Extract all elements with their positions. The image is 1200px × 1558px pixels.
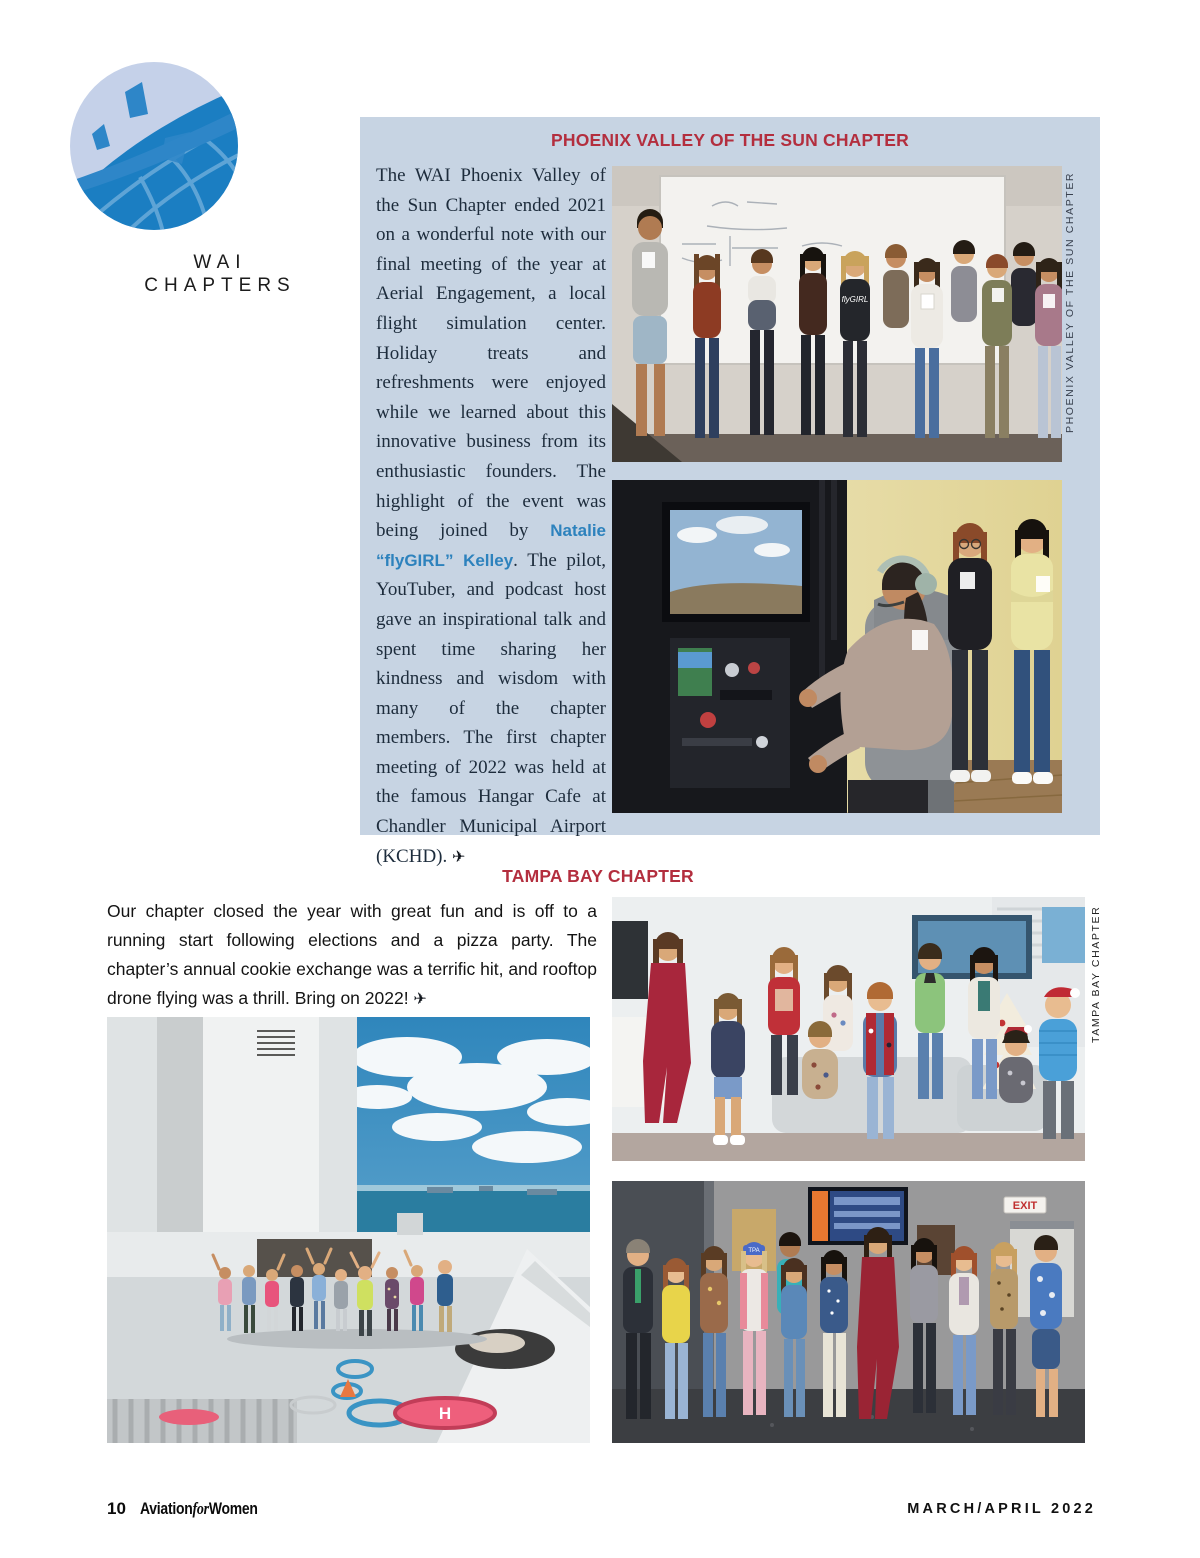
instrument-panel bbox=[670, 638, 790, 788]
footer-left bbox=[107, 1499, 283, 1519]
tampa-pizza-party-photo bbox=[612, 1181, 1085, 1443]
airplane-endmark-tampa: ✈ bbox=[413, 991, 427, 1008]
tampa-article bbox=[107, 897, 597, 1014]
phoenix-panel bbox=[360, 117, 1100, 867]
simulator-screen bbox=[662, 502, 810, 622]
tampa-photo-credit: TAMPA BAY CHAPTER bbox=[1090, 905, 1102, 1043]
phoenix-body-text: The WAI Phoenix Valley of the Sun Chapter ended 2021 on a wonderful note with our final meeting of the year at Aerial Engagement, a local flight simulation center. Holiday treats and refreshments were enjoyed while we learned about this innovative business from its enthusiastic founders. The highlight of the event was being joined by bbox=[376, 165, 606, 542]
tampa-office-photo bbox=[612, 897, 1085, 1161]
tampa-heading: TAMPA BAY CHAPTER bbox=[502, 866, 694, 886]
magazine-wordmark bbox=[140, 1499, 258, 1519]
wordmark-for: for bbox=[192, 1499, 209, 1518]
natalie-kelley-link[interactable]: Natalie “flyGIRL” Kelley bbox=[376, 521, 606, 570]
phoenix-simulator-photo bbox=[612, 480, 1062, 813]
flygirl-shirt-label: flyGIRL bbox=[841, 295, 869, 304]
airplane-endmark: ✈ bbox=[452, 848, 466, 866]
wordmark-aviation: Aviation bbox=[139, 1499, 193, 1518]
wai-chapters-wordmark bbox=[140, 251, 300, 297]
exit-label: EXIT bbox=[1012, 1200, 1038, 1212]
issue-date: MARCH/APRIL 2022 bbox=[907, 1501, 1096, 1517]
phoenix-photo-credit: PHOENIX VALLEY OF THE SUN CHAPTER bbox=[1064, 171, 1076, 433]
phoenix-heading: PHOENIX VALLEY OF THE SUN CHAPTER bbox=[551, 130, 909, 150]
exit-sign bbox=[1004, 1197, 1046, 1213]
tv-screen-left bbox=[612, 921, 648, 999]
wai-chapters-logo bbox=[70, 62, 238, 230]
tv-screen bbox=[808, 1187, 908, 1245]
phoenix-group-photo bbox=[612, 166, 1062, 462]
helipad bbox=[395, 1398, 495, 1428]
helipad-label: H bbox=[438, 1404, 452, 1423]
phoenix-article bbox=[376, 161, 606, 872]
tampa-body-text: Our chapter closed the year with great fun and is off to a running start following elections and a pizza party. The chapter’s annual cookie exchange was a terrific hit, and rooftop drone flying was a thrill. Bring on 2022! bbox=[107, 901, 597, 1008]
phoenix-body-text-2: . The pilot, YouTuber, and podcast host gave an inspirational talk and spent time sharing her kindness and wisdom with many of the chapter members. The first chapter meeting of 2022 was held at the famous Hangar Cafe at Chandler Municipal Airport (KCHD). bbox=[376, 549, 606, 867]
tampa-rooftop-photo bbox=[107, 1017, 590, 1443]
page-number: 10 bbox=[107, 1499, 126, 1518]
wai-label-line2: CHAPTERS bbox=[144, 275, 296, 296]
wai-label-line1: WAI bbox=[193, 252, 247, 273]
cap-label: TPA bbox=[748, 1248, 760, 1254]
wall-art bbox=[1042, 907, 1085, 963]
wordmark-women: Women bbox=[208, 1499, 258, 1518]
